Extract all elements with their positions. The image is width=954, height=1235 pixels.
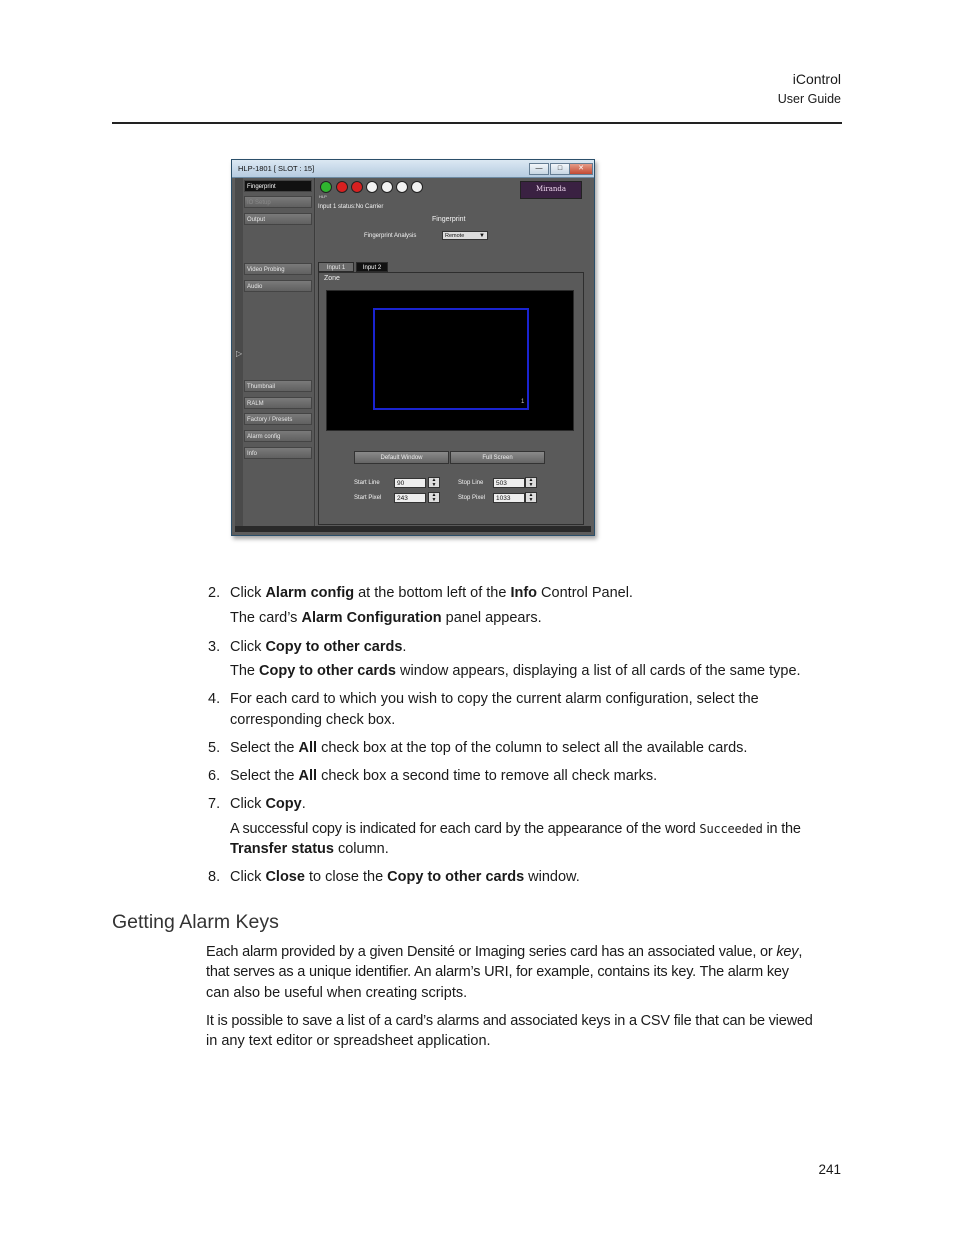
step-text: window. xyxy=(524,869,580,885)
step-number: 4. xyxy=(208,691,221,707)
step-emphasis: Copy to other cards xyxy=(387,869,525,885)
sidebar-item-factory-presets[interactable]: Factory / Presets xyxy=(244,413,312,425)
link-icon[interactable] xyxy=(396,181,408,193)
sidebar-item-video-probing[interactable]: Video Probing xyxy=(244,263,312,275)
step-text: Click xyxy=(230,869,266,885)
chevron-down-icon: ▼ xyxy=(479,233,485,239)
step-emphasis: Alarm Configuration xyxy=(301,610,442,626)
stop-line-stepper[interactable]: ▲ ▼ xyxy=(525,477,537,488)
step-text: to close the xyxy=(304,869,388,885)
step-4-line-2: corresponding check box. xyxy=(230,712,396,728)
full-screen-button[interactable]: Full Screen xyxy=(450,451,545,464)
step-text: in the xyxy=(762,821,801,837)
step-text: . xyxy=(301,796,306,812)
step-text: Control Panel. xyxy=(537,585,633,601)
step-text: Click xyxy=(230,585,266,601)
sidebar-item-info[interactable]: Info xyxy=(244,447,312,459)
step-text: column. xyxy=(333,841,389,857)
step-number: 5. xyxy=(208,740,221,756)
step-8 xyxy=(230,867,580,887)
step-7 xyxy=(230,794,306,814)
step-3 xyxy=(230,637,406,657)
tab-input-1[interactable]: Input 1 xyxy=(318,262,354,272)
step-emphasis: Transfer status xyxy=(230,841,334,857)
step-number: 7. xyxy=(208,796,221,812)
zone-number: 1 xyxy=(521,399,525,405)
panel-title: Fingerprint xyxy=(432,216,466,223)
step-6 xyxy=(230,766,657,786)
start-line-field[interactable]: 90 xyxy=(394,478,426,488)
step-emphasis: Copy xyxy=(265,796,302,812)
step-text: Click xyxy=(230,796,266,812)
step-7-note xyxy=(230,819,801,839)
header-title: iControl xyxy=(792,71,841,87)
paragraph-text: , xyxy=(798,944,803,960)
step-text: Select the xyxy=(230,768,299,784)
main-panel xyxy=(316,178,590,528)
step-number: 3. xyxy=(208,639,221,655)
step-3-note xyxy=(230,661,801,681)
step-text: panel appears. xyxy=(441,610,542,626)
start-line-stepper[interactable]: ▲ ▼ xyxy=(428,477,440,488)
video-preview[interactable] xyxy=(326,290,574,431)
step-emphasis: All xyxy=(298,740,318,756)
stop-line-field[interactable]: 503 xyxy=(493,478,525,488)
step-2 xyxy=(230,583,633,603)
audio-icon[interactable] xyxy=(366,181,378,193)
start-pixel-field[interactable]: 243 xyxy=(394,493,426,503)
zone-label: Zone xyxy=(324,275,340,282)
stop-line-label: Stop Line xyxy=(458,480,484,486)
sidebar-item-ralm[interactable]: RALM xyxy=(244,397,312,409)
brand-logo: Miranda xyxy=(520,181,582,199)
code-text: Succeeded xyxy=(699,822,763,836)
input-alarm-icon[interactable] xyxy=(336,181,348,193)
sidebar-item-alarm-config[interactable]: Alarm config xyxy=(244,430,312,442)
screenshot-window xyxy=(231,159,595,536)
page-number: 241 xyxy=(818,1162,841,1177)
sidebar-item-thumbnail[interactable]: Thumbnail xyxy=(244,380,312,392)
input2-alarm-icon[interactable] xyxy=(351,181,363,193)
step-4-line-1: For each card to which you wish to copy the current alarm configuration, select the xyxy=(230,691,759,707)
step-emphasis: Copy to other cards xyxy=(265,639,403,655)
analysis-value: Remote xyxy=(445,233,465,239)
header-rule xyxy=(112,122,842,124)
step-text: check box a second time to remove all check marks. xyxy=(317,768,658,784)
sidebar-item-audio[interactable]: Audio xyxy=(244,280,312,292)
analysis-label: Fingerprint Analysis xyxy=(364,233,417,239)
start-line-label: Start Line xyxy=(354,480,380,486)
step-text: A successful copy is indicated for each card by the appearance of the word xyxy=(230,821,700,837)
input-status: Input 1 status:No Carrier xyxy=(318,204,384,210)
paragraph-2-line-2: in any text editor or spreadsheet application. xyxy=(206,1033,491,1049)
step-text: The card’s xyxy=(230,610,302,626)
start-pixel-label: Start Pixel xyxy=(354,495,382,501)
step-emphasis: Info xyxy=(510,585,538,601)
paragraph-1-line-1 xyxy=(206,942,802,962)
step-emphasis: Alarm config xyxy=(265,585,355,601)
step-2-note xyxy=(230,608,542,628)
tab-input-2[interactable]: Input 2 xyxy=(356,262,388,272)
fingerprint-icon[interactable] xyxy=(411,181,423,193)
step-number: 6. xyxy=(208,768,221,784)
step-emphasis: Copy to other cards xyxy=(259,663,396,679)
step-text: Click xyxy=(230,639,266,655)
close-button[interactable]: ✕ xyxy=(569,163,593,175)
paragraph-emphasis: key xyxy=(776,944,799,960)
window-bottom-edge xyxy=(235,526,591,532)
header-subtitle: User Guide xyxy=(777,92,841,106)
step-7-note-2 xyxy=(230,839,389,859)
window-title: HLP-1801 [ SLOT : 15] xyxy=(238,164,315,173)
maximize-button[interactable]: □ xyxy=(550,163,570,175)
step-5 xyxy=(230,738,747,758)
zone-rectangle[interactable] xyxy=(373,308,529,410)
window-titlebar xyxy=(232,160,594,178)
paragraph-1-line-2: that serves as a unique identifier. An alarm’s URI, for example, contains its key. The alarm key xyxy=(206,964,789,980)
analysis-select[interactable] xyxy=(442,231,488,240)
paragraph-text: Each alarm provided by a given Densité or Imaging series card has an associated value, or xyxy=(206,944,777,960)
status-ok-icon[interactable] xyxy=(320,181,332,193)
sidebar-item-fingerprint[interactable]: Fingerprint xyxy=(244,180,312,192)
step-emphasis: All xyxy=(298,768,318,784)
sidebar-item-output[interactable]: Output xyxy=(244,213,312,225)
step-number: 8. xyxy=(208,869,221,885)
paragraph-2-line-1: It is possible to save a list of a card’s alarms and associated keys in a CSV file that can be viewed xyxy=(206,1013,813,1029)
step-text: window appears, displaying a list of all cards of the same type. xyxy=(395,663,801,679)
step-emphasis: Close xyxy=(265,869,305,885)
output-icon[interactable] xyxy=(381,181,393,193)
stop-pixel-field[interactable]: 1033 xyxy=(493,493,525,503)
step-text: The xyxy=(230,663,260,679)
minimize-button[interactable]: — xyxy=(529,163,549,175)
step-text: check box at the top of the column to select all the available cards. xyxy=(317,740,748,756)
step-number: 2. xyxy=(208,585,221,601)
expand-arrow-icon[interactable]: ▷ xyxy=(236,349,243,358)
sidebar xyxy=(243,178,315,528)
paragraph-1-line-3: can also be useful when creating scripts. xyxy=(206,985,468,1001)
default-window-button[interactable]: Default Window xyxy=(354,451,449,464)
start-pixel-stepper[interactable]: ▲ ▼ xyxy=(428,492,440,503)
step-text: . xyxy=(402,639,407,655)
icon-caption: HLP xyxy=(319,194,327,199)
step-text: at the bottom left of the xyxy=(354,585,511,601)
sidebar-item-io-setup[interactable]: IO Setup xyxy=(244,196,312,208)
section-heading: Getting Alarm Keys xyxy=(112,911,279,933)
step-text: Select the xyxy=(230,740,299,756)
stop-pixel-stepper[interactable]: ▲ ▼ xyxy=(525,492,537,503)
stop-pixel-label: Stop Pixel xyxy=(458,495,486,501)
